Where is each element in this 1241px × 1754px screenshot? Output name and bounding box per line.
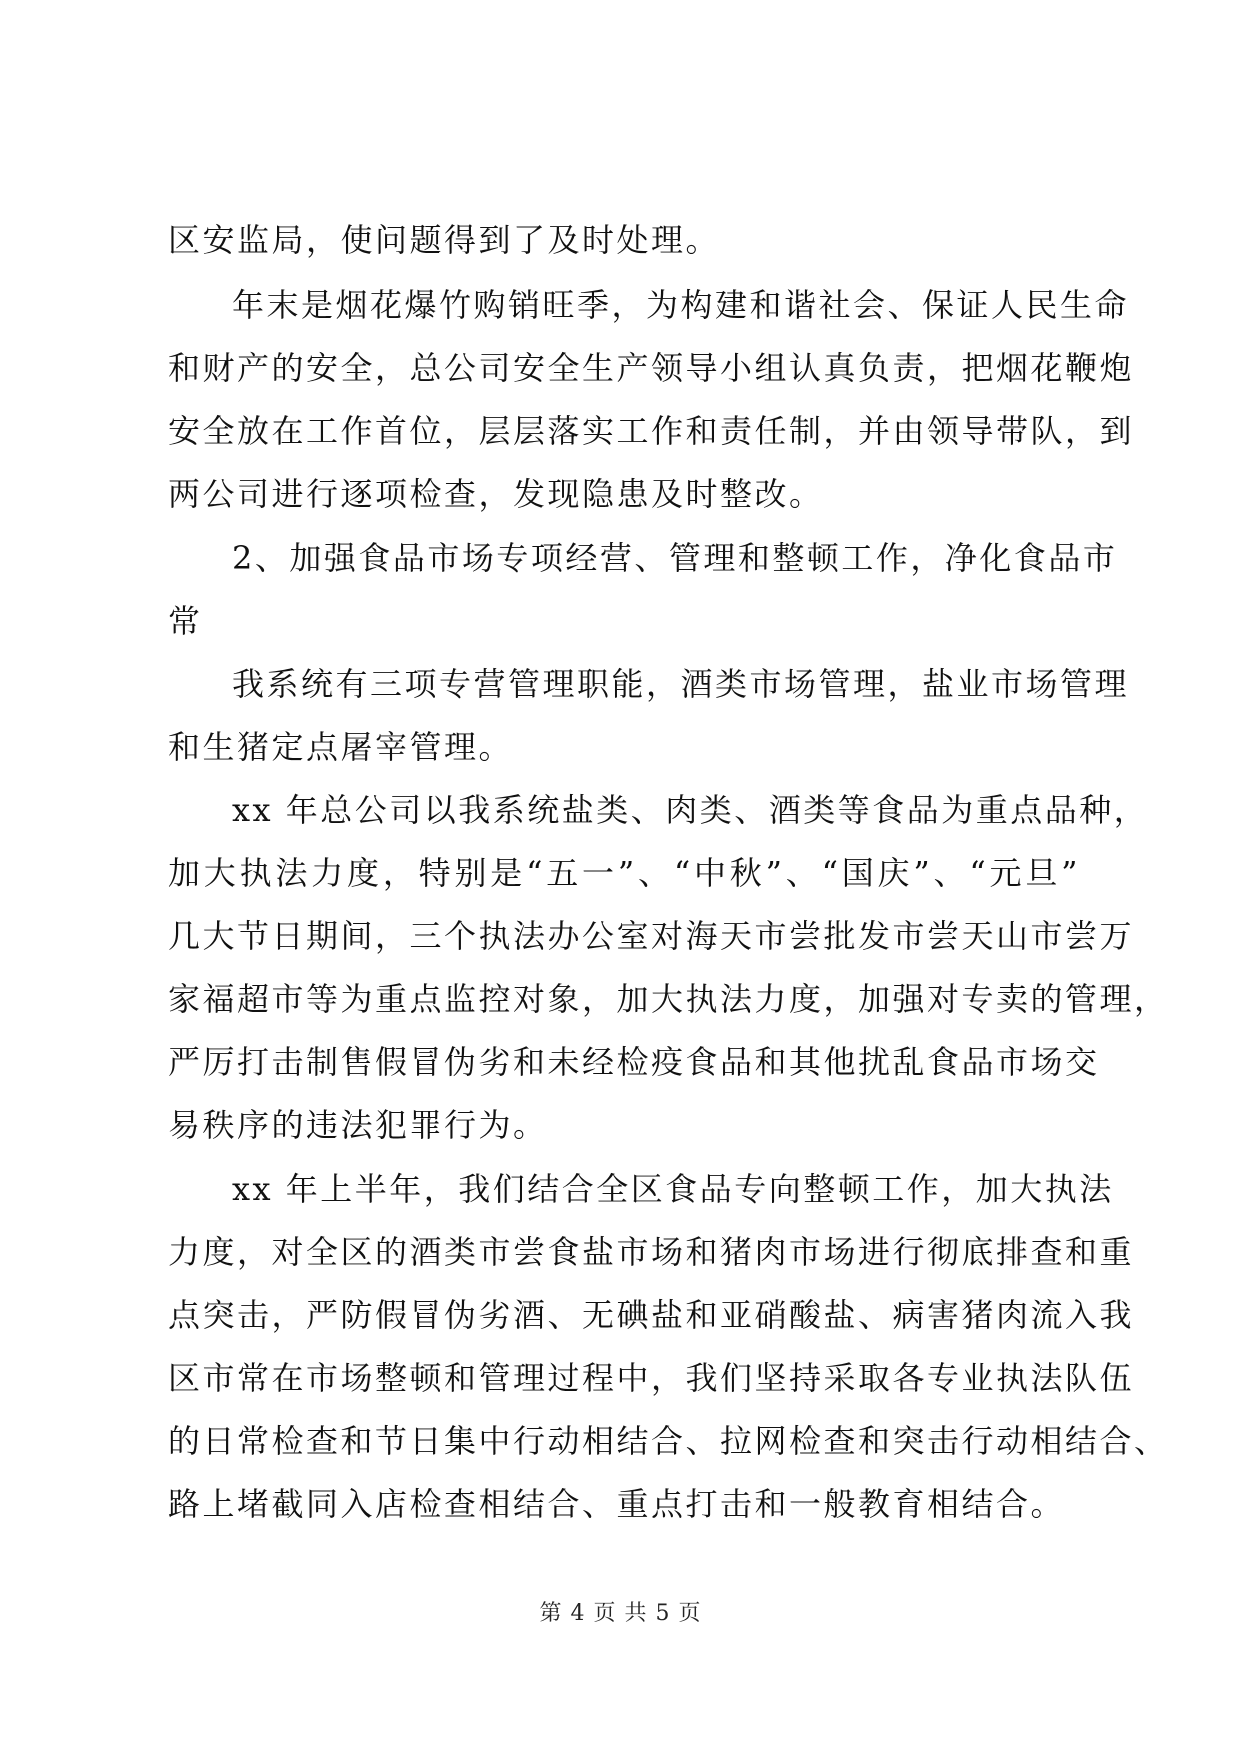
text-line-11: 加大执法力度，特别是“五一”、“中秋”、“国庆”、“元旦” [168, 854, 1080, 892]
text-line-14: 严厉打击制售假冒伪劣和未经检疫食品和其他扰乱食品市场交 [168, 1043, 1100, 1081]
text-line-1: 区安监局，使问题得到了及时处理。 [168, 221, 721, 259]
text-line-3: 和财产的安全，总公司安全生产领导小组认真负责，把烟花鞭炮 [168, 349, 1135, 387]
text-line-18: 点突击，严防假冒伪劣酒、无碘盐和亚硝酸盐、病害猪肉流入我 [168, 1296, 1135, 1334]
text-line-12: 几大节日期间，三个执法办公室对海天市尝批发市尝天山市尝万 [168, 917, 1135, 955]
text-line-2: 年末是烟花爆竹购销旺季，为构建和谐社会、保证人民生命 [232, 286, 1130, 324]
text-line-4: 安全放在工作首位，层层落实工作和责任制，并由领导带队，到 [168, 412, 1135, 450]
text-line-21: 路上堵截同入店检查相结合、重点打击和一般教育相结合。 [168, 1485, 1066, 1523]
text-line-17: 力度，对全区的酒类市尝食盐市场和猪肉市场进行彻底排查和重 [168, 1233, 1135, 1271]
text-line-20: 的日常检查和节日集中行动相结合、拉网检查和突击行动相结合、 [168, 1422, 1169, 1460]
text-line-8: 我系统有三项专营管理职能，酒类市场管理，盐业市场管理 [232, 665, 1130, 703]
section-heading-2-cont: 常 [168, 602, 203, 640]
text-line-19: 区市常在市场整顿和管理过程中，我们坚持采取各专业执法队伍 [168, 1359, 1135, 1397]
text-line-13: 家福超市等为重点监控对象，加大执法力度，加强对专卖的管理， [168, 980, 1169, 1018]
text-line-16: xx 年上半年，我们结合全区食品专向整顿工作，加大执法 [232, 1170, 1114, 1208]
page-number-footer: 第 4 页 共 5 页 [539, 1601, 702, 1626]
text-line-15: 易秩序的违法犯罪行为。 [168, 1106, 548, 1144]
section-heading-2: 2、加强食品市场专项经营、管理和整顿工作，净化食品市 [232, 539, 1118, 577]
text-line-5: 两公司进行逐项检查，发现隐患及时整改。 [168, 475, 824, 513]
text-line-10: xx 年总公司以我系统盐类、肉类、酒类等食品为重点品种， [232, 791, 1149, 829]
text-line-9: 和生猪定点屠宰管理。 [168, 728, 514, 766]
